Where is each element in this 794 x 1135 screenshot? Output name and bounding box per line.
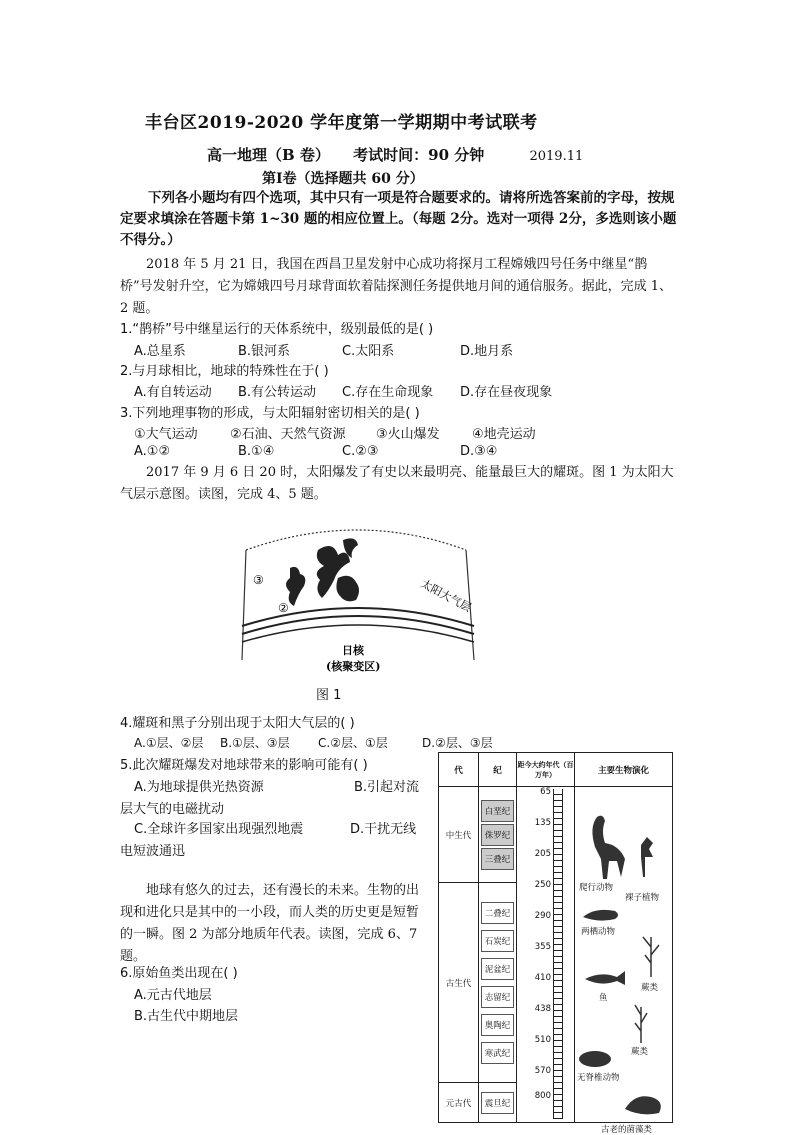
age-65: 65 — [540, 787, 551, 797]
q4-options — [134, 734, 493, 751]
trilobite-icon — [579, 1051, 611, 1067]
q2-option-d: D.存在昼夜现象 — [460, 385, 553, 400]
q5-option-d-cont: 电短波通迅 — [120, 844, 186, 859]
q1-option-d: D.地月系 — [460, 344, 514, 359]
q1-stem: 1.“鹊桥”号中继星运行的天体系统中，级别最低的是( ) — [120, 322, 434, 337]
q5-option-b: B.引起对流 — [354, 780, 420, 795]
header-age: 距今大约年代（百万年） — [517, 753, 575, 787]
q3-stem: 3.下列地理事物的形成，与太阳辐射密切相关的是( ) — [120, 406, 420, 421]
fish-icon — [585, 971, 625, 985]
bio-algae: 古老的菌藻类 — [601, 1125, 653, 1135]
period-permian: 二叠纪 — [481, 902, 514, 924]
header-period: 纪 — [479, 753, 517, 787]
age-250: 250 — [534, 880, 551, 890]
q6-option-a: A.元古代地层 — [134, 988, 212, 1003]
q1-option-b: B.银河系 — [238, 344, 291, 359]
era-paleozoic: 古生代 — [439, 883, 479, 1083]
paleozoic-periods — [479, 883, 517, 1083]
age-labels — [521, 787, 551, 1111]
q2-stem: 2.与月球相比，地球的特殊性在于( ) — [120, 364, 329, 379]
header-bio: 主要生物演化 — [575, 753, 673, 787]
period-silurian: 志留纪 — [481, 986, 514, 1008]
age-355: 355 — [534, 942, 551, 952]
core-boundary — [242, 625, 474, 642]
period-cambrian: 寒武纪 — [481, 1042, 514, 1064]
age-205: 205 — [534, 849, 551, 859]
q5-option-d: D.干扰无线 — [350, 822, 417, 837]
page-title: 丰台区2019-2020 学年度第一学期期中考试联考 — [145, 113, 538, 133]
instructions: 下列各小题均有四个选项，其中只有一项是符合题要求的。请将所选答案前的字母，按规定要求填涂在答题卡第 1~30 题的相应位置上。（每题 2分。选对一项得 2分，多选则该小题不得分。） — [120, 190, 677, 248]
left-edge — [242, 550, 246, 660]
age-ruler — [553, 789, 563, 1119]
q3-options — [134, 444, 497, 459]
age-570: 570 — [534, 1066, 551, 1076]
exam-info — [207, 144, 583, 165]
fig1-layer-label: 太阳大气层 — [418, 577, 474, 615]
proterozoic-periods — [479, 1083, 517, 1123]
outer-boundary — [246, 530, 466, 550]
amphibian-icon — [583, 910, 618, 921]
bio-ferns-2: 蕨类 — [631, 1047, 649, 1057]
q4-option-a: A.①层、②层 — [134, 736, 204, 750]
age-410: 410 — [534, 973, 551, 983]
q5-stem: 5.此次耀斑爆发对地球带来的影响可能有( ) — [120, 758, 368, 773]
q6-stem: 6.原始鱼类出现在( ) — [120, 966, 238, 981]
gymnosperm-icon — [641, 837, 653, 877]
bio-invertebrates: 无脊椎动物 — [577, 1073, 620, 1083]
exam-time: 考试时间：90 分钟 — [353, 146, 485, 164]
q3-option-c: C.②③ — [342, 444, 379, 459]
age-290: 290 — [534, 911, 551, 921]
q3-item-1: ①大气运动 — [134, 427, 198, 442]
period-cretaceous: 白垩纪 — [481, 800, 514, 822]
bio-reptiles: 爬行动物 — [579, 883, 614, 893]
q1-option-c: C.太阳系 — [342, 344, 395, 359]
figure-1-caption: 图 1 — [316, 688, 342, 703]
bio-ferns-1: 蕨类 — [641, 983, 659, 993]
bio-gymnosperms: 裸子植物 — [625, 893, 660, 903]
bio-fish: 鱼 — [599, 993, 608, 1003]
fig1-label-3: ③ — [253, 573, 264, 587]
fern-icon — [643, 937, 659, 977]
fig1-label-2: ② — [278, 601, 289, 615]
period-sinian: 震旦纪 — [481, 1092, 514, 1114]
q2-option-a: A.有自转运动 — [134, 385, 212, 400]
era-mesozoic: 中生代 — [439, 787, 479, 883]
q4-stem: 4.耀斑和黑子分别出现于太阳大气层的( ) — [120, 716, 355, 731]
q3-item-4: ④地壳运动 — [472, 427, 536, 442]
q3-item-3: ③火山爆发 — [376, 427, 440, 442]
q3-option-a: A.①② — [134, 444, 171, 459]
age-510: 510 — [534, 1035, 551, 1045]
q6-option-b: B.古生代中期地层 — [134, 1009, 239, 1024]
solar-atmosphere-figure — [238, 520, 480, 678]
fig1-core-label: 日核 — [342, 644, 364, 657]
bio-amphibians: 两栖动物 — [581, 927, 616, 937]
q3-item-2: ②石油、天然气资源 — [230, 427, 346, 442]
q3-items — [134, 423, 536, 442]
part-heading: 第Ⅰ卷（选择题共 60 分） — [262, 171, 424, 187]
q5-option-a: A.为地球提供光热资源 — [134, 780, 264, 795]
q2-option-b: B.有公转运动 — [238, 385, 317, 400]
q5-option-b-cont: 层大气的电磁扰动 — [120, 802, 225, 817]
period-devonian: 泥盆纪 — [481, 958, 514, 980]
mesozoic-periods — [479, 787, 517, 883]
fern-icon-2 — [635, 1005, 647, 1043]
age-438: 438 — [534, 1004, 551, 1014]
era-proterozoic: 元古代 — [439, 1083, 479, 1123]
q4-option-c: C.②层、①层 — [318, 736, 388, 750]
passage-2: 2017 年 9 月 6 日 20 时，太阳爆发了有史以来最明亮、能量最巨大的耀斑。图 1 为太阳大气层示意图。读图，完成 4、5 题。 — [120, 465, 674, 502]
age-135: 135 — [534, 818, 551, 828]
passage-1: 2018 年 5 月 21 日，我国在西昌卫星发射中心成功将探月工程嫦娥四号任务中继星“鹊桥”号发射升空，它为嫦娥四号月球背面软着陆探测任务提供地月间的通信服务。据此，完成 1、2 题。 — [120, 257, 673, 316]
q2-option-c: C.存在生命现象 — [342, 385, 434, 400]
q3-option-b: B.①④ — [238, 444, 275, 459]
subject-label: 高一地理（B 卷） — [207, 146, 330, 164]
geologic-time-table — [438, 752, 673, 1135]
age-scale — [517, 787, 575, 1123]
bio-column — [575, 787, 673, 1135]
q4-option-d: D.②层、③层 — [422, 736, 493, 750]
header-era: 代 — [439, 753, 479, 787]
age-800: 800 — [534, 1091, 551, 1101]
fig1-core-note: (核聚变区) — [326, 660, 381, 673]
dinosaur-icon — [592, 816, 625, 879]
period-jurassic: 侏罗纪 — [481, 824, 514, 846]
q1-option-a: A.总星系 — [134, 344, 186, 359]
prominence-shapes — [286, 538, 359, 606]
q3-option-d: D.③④ — [460, 444, 498, 459]
q1-options — [134, 340, 513, 359]
period-ordovician: 奥陶纪 — [481, 1014, 514, 1036]
q2-options — [134, 381, 552, 400]
passage-3: 地球有悠久的过去，还有漫长的未来。生物的出现和进化只是其中的一小段，而人类的历史更是短暂的一瞬。图 2 为部分地质年代表。读图，完成 6、7 题。 — [120, 883, 420, 964]
q5-option-c: C.全球许多国家出现强烈地震 — [134, 822, 304, 837]
exam-date: 2019.11 — [529, 149, 584, 164]
q4-option-b: B.①层、③层 — [220, 736, 290, 750]
period-carboniferous: 石炭纪 — [481, 930, 514, 952]
algae-icon — [625, 1096, 661, 1114]
period-triassic: 三叠纪 — [481, 848, 514, 870]
